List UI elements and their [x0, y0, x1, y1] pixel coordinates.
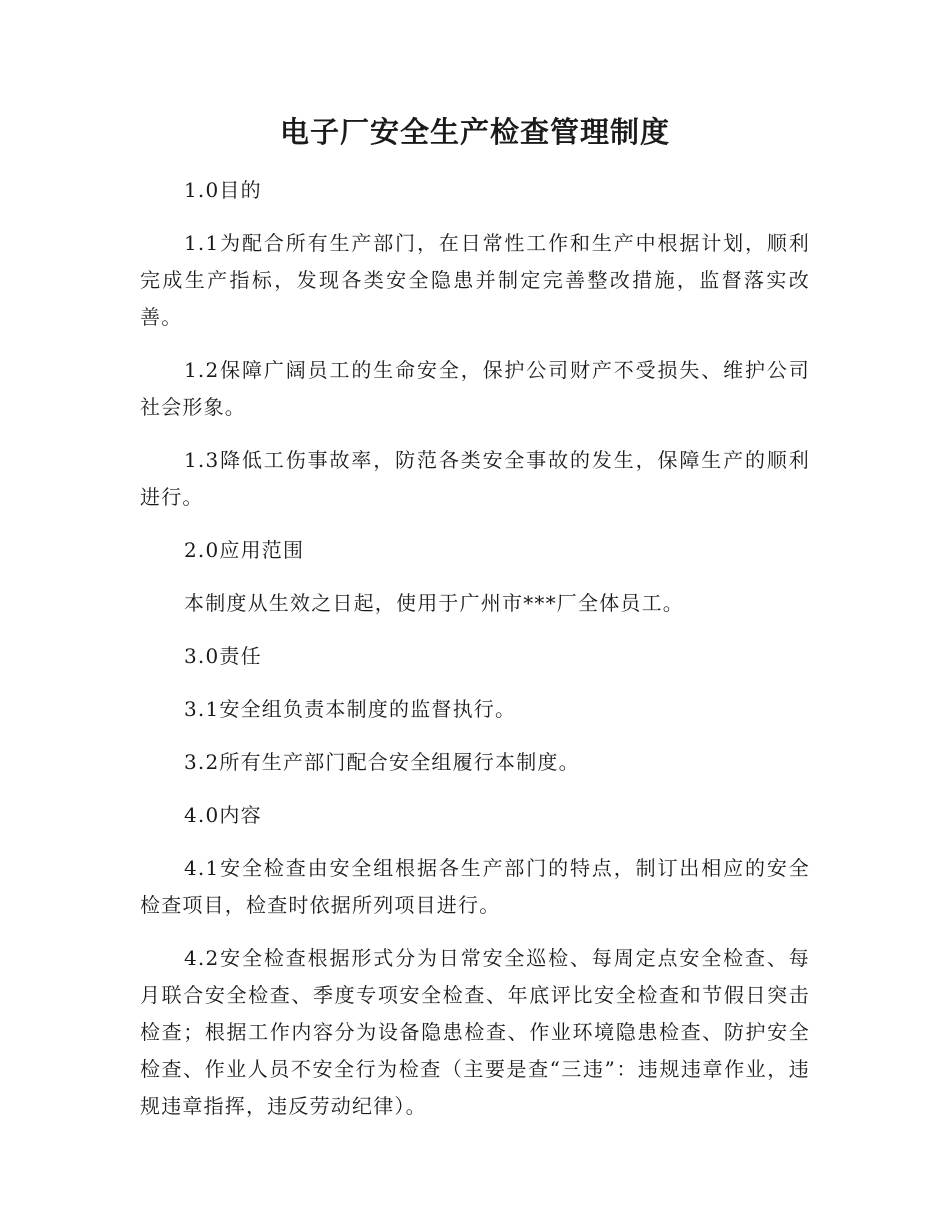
paragraph-scope: 本制度从生效之日起，使用于广州市***厂全体员工。: [184, 591, 684, 615]
paragraph-1-2: 1.2保障广阔员工的生命安全，保护公司财产不受损失、维护公司社会形象。: [140, 358, 810, 419]
section-heading-content: 4.0内容: [184, 803, 262, 827]
document-title: 电子厂安全生产检查管理制度: [279, 115, 670, 149]
paragraph-3-1: 3.1安全组负责本制度的监督执行。: [184, 697, 517, 721]
section-heading-purpose: 1.0目的: [184, 178, 262, 202]
paragraph-4-1: 4.1安全检查由安全组根据各生产部门的特点，制订出相应的安全检查项目，检查时依据所列项目进行。: [140, 856, 810, 917]
section-heading-responsibility: 3.0责任: [184, 644, 262, 668]
paragraph-4-2: 4.2安全检查根据形式分为日常安全巡检、每周定点安全检查、每月联合安全检查、季度专项安全检查、年底评比安全检查和节假日突击检查；根据工作内容分为设备隐患检查、作业环境隐患检查、防护安全检查、作业人员不安全行为检查（主要是查“三违”：违规违章作业，违规违章指挥，违反劳动纪律）。: [140, 946, 810, 1118]
paragraph-3-2: 3.2所有生产部门配合安全组履行本制度。: [184, 750, 580, 774]
section-heading-scope: 2.0应用范围: [184, 538, 305, 562]
paragraph-1-3: 1.3降低工伤事故率，防范各类安全事故的发生，保障生产的顺利进行。: [140, 448, 810, 509]
paragraph-1-1: 1.1为配合所有生产部门，在日常性工作和生产中根据计划，顺利完成生产指标，发现各类安全隐患并制定完善整改措施，监督落实改善。: [140, 231, 810, 329]
